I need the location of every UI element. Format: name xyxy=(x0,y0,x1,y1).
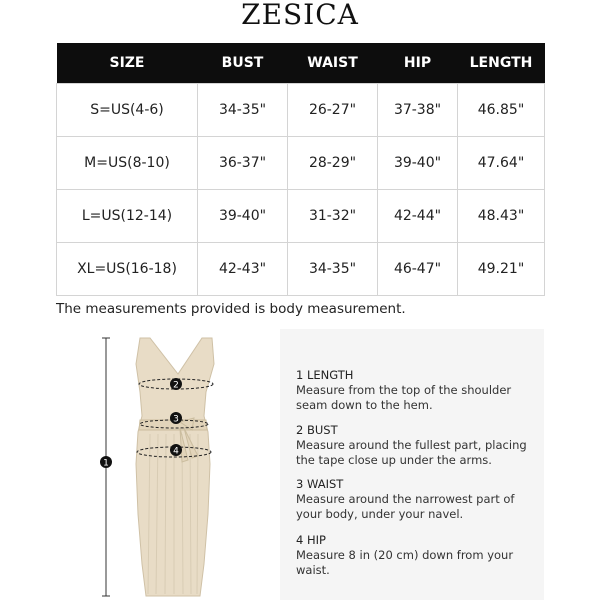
measurement-hip xyxy=(296,533,541,578)
measurement-bust xyxy=(296,423,541,468)
measurement-title: 1 LENGTH xyxy=(296,368,354,382)
measurement-desc: Measure 8 in (20 cm) down from your waist. xyxy=(296,548,514,577)
header-hip: HIP xyxy=(378,43,458,84)
cell-length: 49.21" xyxy=(458,243,545,296)
cell-bust: 34-35" xyxy=(198,84,288,137)
cell-bust: 39-40" xyxy=(198,190,288,243)
marker-4-label: 4 xyxy=(173,446,179,457)
measurement-length xyxy=(296,368,541,413)
measurement-desc: Measure around the narrowest part of your body, under your navel. xyxy=(296,492,515,521)
brand-logo: ZESICA xyxy=(241,0,359,31)
cell-length: 46.85" xyxy=(458,84,545,137)
table-row xyxy=(57,84,545,137)
marker-1-label: 1 xyxy=(103,458,109,469)
measurement-title: 3 WAIST xyxy=(296,477,344,491)
measurement-title: 4 HIP xyxy=(296,533,326,547)
measurement-desc: Measure from the top of the shoulder seam down to the hem. xyxy=(296,383,512,412)
table-row xyxy=(57,190,545,243)
header-waist: WAIST xyxy=(288,43,378,84)
cell-bust: 36-37" xyxy=(198,137,288,190)
cell-size: L=US(12-14) xyxy=(57,190,198,243)
cell-waist: 28-29" xyxy=(288,137,378,190)
cell-size: M=US(8-10) xyxy=(57,137,198,190)
cell-bust: 42-43" xyxy=(198,243,288,296)
cell-hip: 39-40" xyxy=(378,137,458,190)
dress-figure xyxy=(80,334,280,600)
cell-size: XL=US(16-18) xyxy=(57,243,198,296)
header-size: SIZE xyxy=(57,43,198,84)
measurement-title: 2 BUST xyxy=(296,423,338,437)
measurement-desc: Measure around the fullest part, placing the tape close up under the arms. xyxy=(296,438,527,467)
cell-size: S=US(4-6) xyxy=(57,84,198,137)
cell-length: 47.64" xyxy=(458,137,545,190)
marker-3-label: 3 xyxy=(173,414,179,425)
cell-waist: 34-35" xyxy=(288,243,378,296)
table-row xyxy=(57,243,545,296)
header-length: LENGTH xyxy=(458,43,545,84)
cell-waist: 31-32" xyxy=(288,190,378,243)
cell-waist: 26-27" xyxy=(288,84,378,137)
cell-hip: 42-44" xyxy=(378,190,458,243)
cell-length: 48.43" xyxy=(458,190,545,243)
measurement-waist xyxy=(296,477,541,522)
cell-hip: 37-38" xyxy=(378,84,458,137)
table-row xyxy=(57,137,545,190)
header-bust: BUST xyxy=(198,43,288,84)
cell-hip: 46-47" xyxy=(378,243,458,296)
table-header-row xyxy=(57,43,545,84)
measurement-note: The measurements provided is body measurement. xyxy=(56,301,406,317)
dress-body xyxy=(136,338,214,596)
size-chart-table xyxy=(56,43,545,296)
marker-2-label: 2 xyxy=(173,380,179,391)
